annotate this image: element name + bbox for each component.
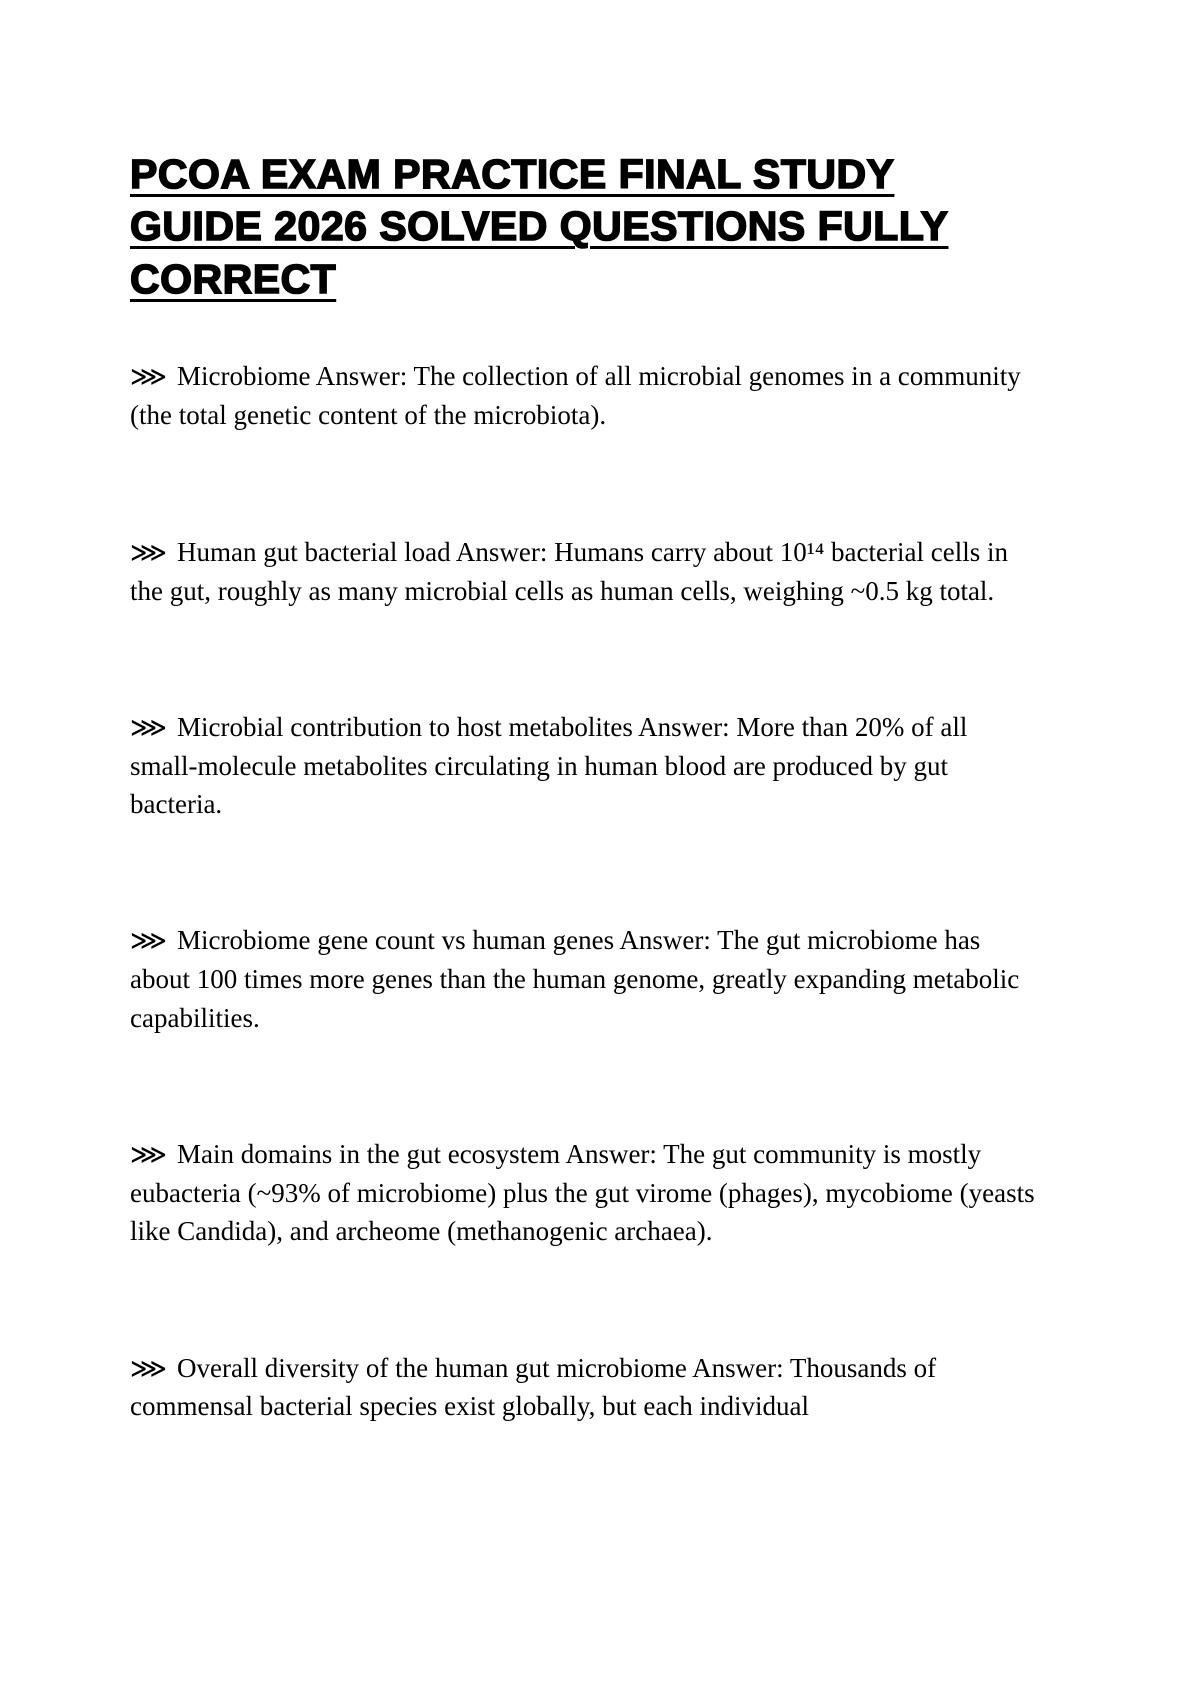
triple-chevron-icon: ⋙ — [130, 925, 167, 958]
triple-chevron-icon: ⋙ — [130, 361, 167, 394]
qa-item — [130, 357, 1035, 434]
qa-item-text: Microbial contribution to host metabolites Answer: More than 20% of all small-molecule metabolites circulating in human blood are produced by gut bacteria. — [130, 711, 968, 820]
triple-chevron-icon: ⋙ — [130, 536, 167, 569]
qa-item — [130, 921, 1035, 1037]
qa-item-text: Microbiome Answer: The collection of all microbial genomes in a community (the total genetic content of the microbiota). — [130, 361, 1021, 431]
triple-chevron-icon: ⋙ — [130, 712, 167, 744]
qa-item — [130, 708, 1035, 824]
qa-item-text: Main domains in the gut ecosystem Answer: The gut community is mostly eubacteria (~93% of microbiome) plus the gut virome (phages), mycobiome (yeasts like Candida), and archeome (methanogenic archaea). — [130, 1139, 1035, 1247]
qa-item — [130, 1349, 1035, 1426]
qa-item-text: Microbiome gene count vs human genes Answer: The gut microbiome has about 100 times more genes than the human genome, greatly expanding metabolic capabilities. — [130, 925, 1020, 1033]
triple-chevron-icon: ⋙ — [130, 1139, 167, 1171]
qa-item — [130, 1135, 1035, 1251]
triple-chevron-icon: ⋙ — [130, 1352, 167, 1385]
page-title: PCOA EXAM PRACTICE FINAL STUDY GUIDE 2026 SOLVED QUESTIONS FULLY CORRECT — [130, 151, 949, 302]
qa-item — [130, 533, 1035, 610]
qa-item-text: Human gut bacterial load Answer: Humans carry about 10¹⁴ bacterial cells in the gut, roughly as many microbial cells as human cells, weighing ~0.5 kg total. — [130, 536, 1008, 606]
qa-item-text: Overall diversity of the human gut microbiome Answer: Thousands of commensal bacterial species exist globally, but each individual — [130, 1352, 937, 1422]
